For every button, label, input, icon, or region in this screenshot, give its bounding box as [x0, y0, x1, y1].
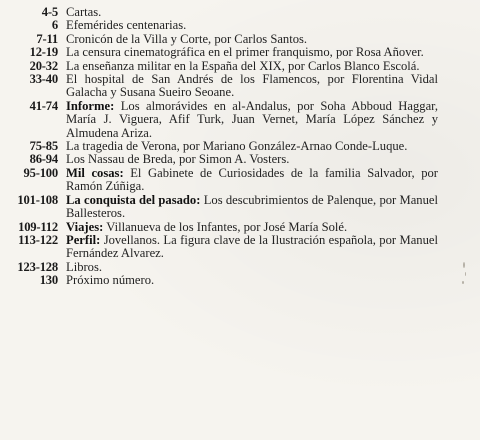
toc-entry [0, 33, 470, 46]
entry-text: Próximo número. [66, 273, 155, 288]
entry-text: Libros. [66, 259, 103, 274]
page-range: 6 [51, 18, 58, 33]
table-of-contents [0, 6, 470, 288]
entry-text: Los descubrimientos de Palenque, por Manuel Ballesteros. [66, 192, 438, 221]
toc-entry [0, 167, 470, 194]
page-range: 12-19 [29, 45, 58, 60]
entry-text: Jovellanos. La figura clave de la Ilustración española, por Manuel Fernández Alvarez. [66, 232, 438, 261]
entry-description [66, 19, 438, 32]
entry-description [66, 46, 438, 59]
toc-entry [0, 73, 470, 100]
entry-text: Villanueva de los Infantes, por José María Solé. [106, 219, 348, 234]
entry-description [66, 73, 438, 100]
toc-entry [0, 140, 470, 153]
page-range: 95-100 [23, 165, 58, 180]
entry-text: La censura cinematográfica en el primer franquismo, por Rosa Añover. [66, 45, 424, 60]
entry-description [66, 274, 438, 287]
entry-description [66, 60, 438, 73]
page-range: 41-74 [29, 98, 58, 113]
entry-text: Efemérides centenarias. [66, 18, 187, 33]
section-label: Perfil: [66, 232, 101, 247]
entry-description [66, 33, 438, 46]
entry-description [66, 261, 438, 274]
page-range: 109-112 [18, 219, 58, 234]
entry-description [66, 153, 438, 166]
page-range: 20-32 [29, 58, 58, 73]
entry-description [66, 221, 438, 234]
toc-entry [0, 100, 470, 140]
toc-entry [0, 234, 470, 261]
toc-entry [0, 6, 470, 19]
entry-text: La enseñanza militar en la España del XIX, por Carlos Blanco Escolá. [66, 58, 420, 73]
entry-text: Cronicón de la Villa y Corte, por Carlos Santos. [66, 31, 308, 46]
page-range: 33-40 [29, 72, 58, 87]
entry-description [66, 234, 438, 261]
page-range: 4-5 [41, 5, 58, 19]
print-speck [465, 272, 466, 276]
entry-description [66, 194, 438, 221]
entry-description [66, 100, 438, 140]
entry-description [66, 167, 438, 194]
page-range: 7-11 [36, 31, 58, 46]
toc-entry [0, 46, 470, 59]
page-range: 123-128 [17, 259, 58, 274]
toc-entry [0, 60, 470, 73]
entry-text: La tragedia de Verona, por Mariano González-Arnao Conde-Luque. [66, 139, 408, 154]
page-range: 86-94 [29, 152, 58, 167]
toc-entry [0, 274, 470, 287]
entry-description [66, 6, 438, 19]
section-label: Viajes: [66, 219, 104, 234]
section-label: Informe: [66, 98, 115, 113]
toc-entry [0, 221, 470, 234]
page-range: 101-108 [17, 192, 58, 207]
page-range: 75-85 [29, 139, 58, 154]
toc-entry [0, 194, 470, 221]
entry-text: Los almorávides en al-Andalus, por Soha Abboud Haggar, María J. Viguera, Afif Turk, Juan Vernet, María López Sánchez y Almudena Ariza. [66, 98, 438, 140]
page-range: 130 [39, 273, 58, 288]
entry-description [66, 140, 438, 153]
toc-entry [0, 19, 470, 32]
print-speck [462, 281, 464, 284]
section-label: Mil cosas: [66, 165, 124, 180]
entry-text: Los Nassau de Breda, por Simon A. Vosters. [66, 152, 290, 167]
toc-entry [0, 261, 470, 274]
toc-entry [0, 153, 470, 166]
section-label: La conquista del pasado: [66, 192, 201, 207]
page-range: 113-122 [18, 232, 58, 247]
entry-text: Cartas. [66, 5, 102, 19]
entry-text: El Gabinete de Curiosidades de la familia Salvador, por Ramón Zúñiga. [66, 165, 438, 194]
entry-text: El hospital de San Andrés de los Flamencos, por Florentina Vidal Galacha y Susana Sueiro Seoane. [66, 72, 438, 100]
print-speck [463, 262, 465, 268]
